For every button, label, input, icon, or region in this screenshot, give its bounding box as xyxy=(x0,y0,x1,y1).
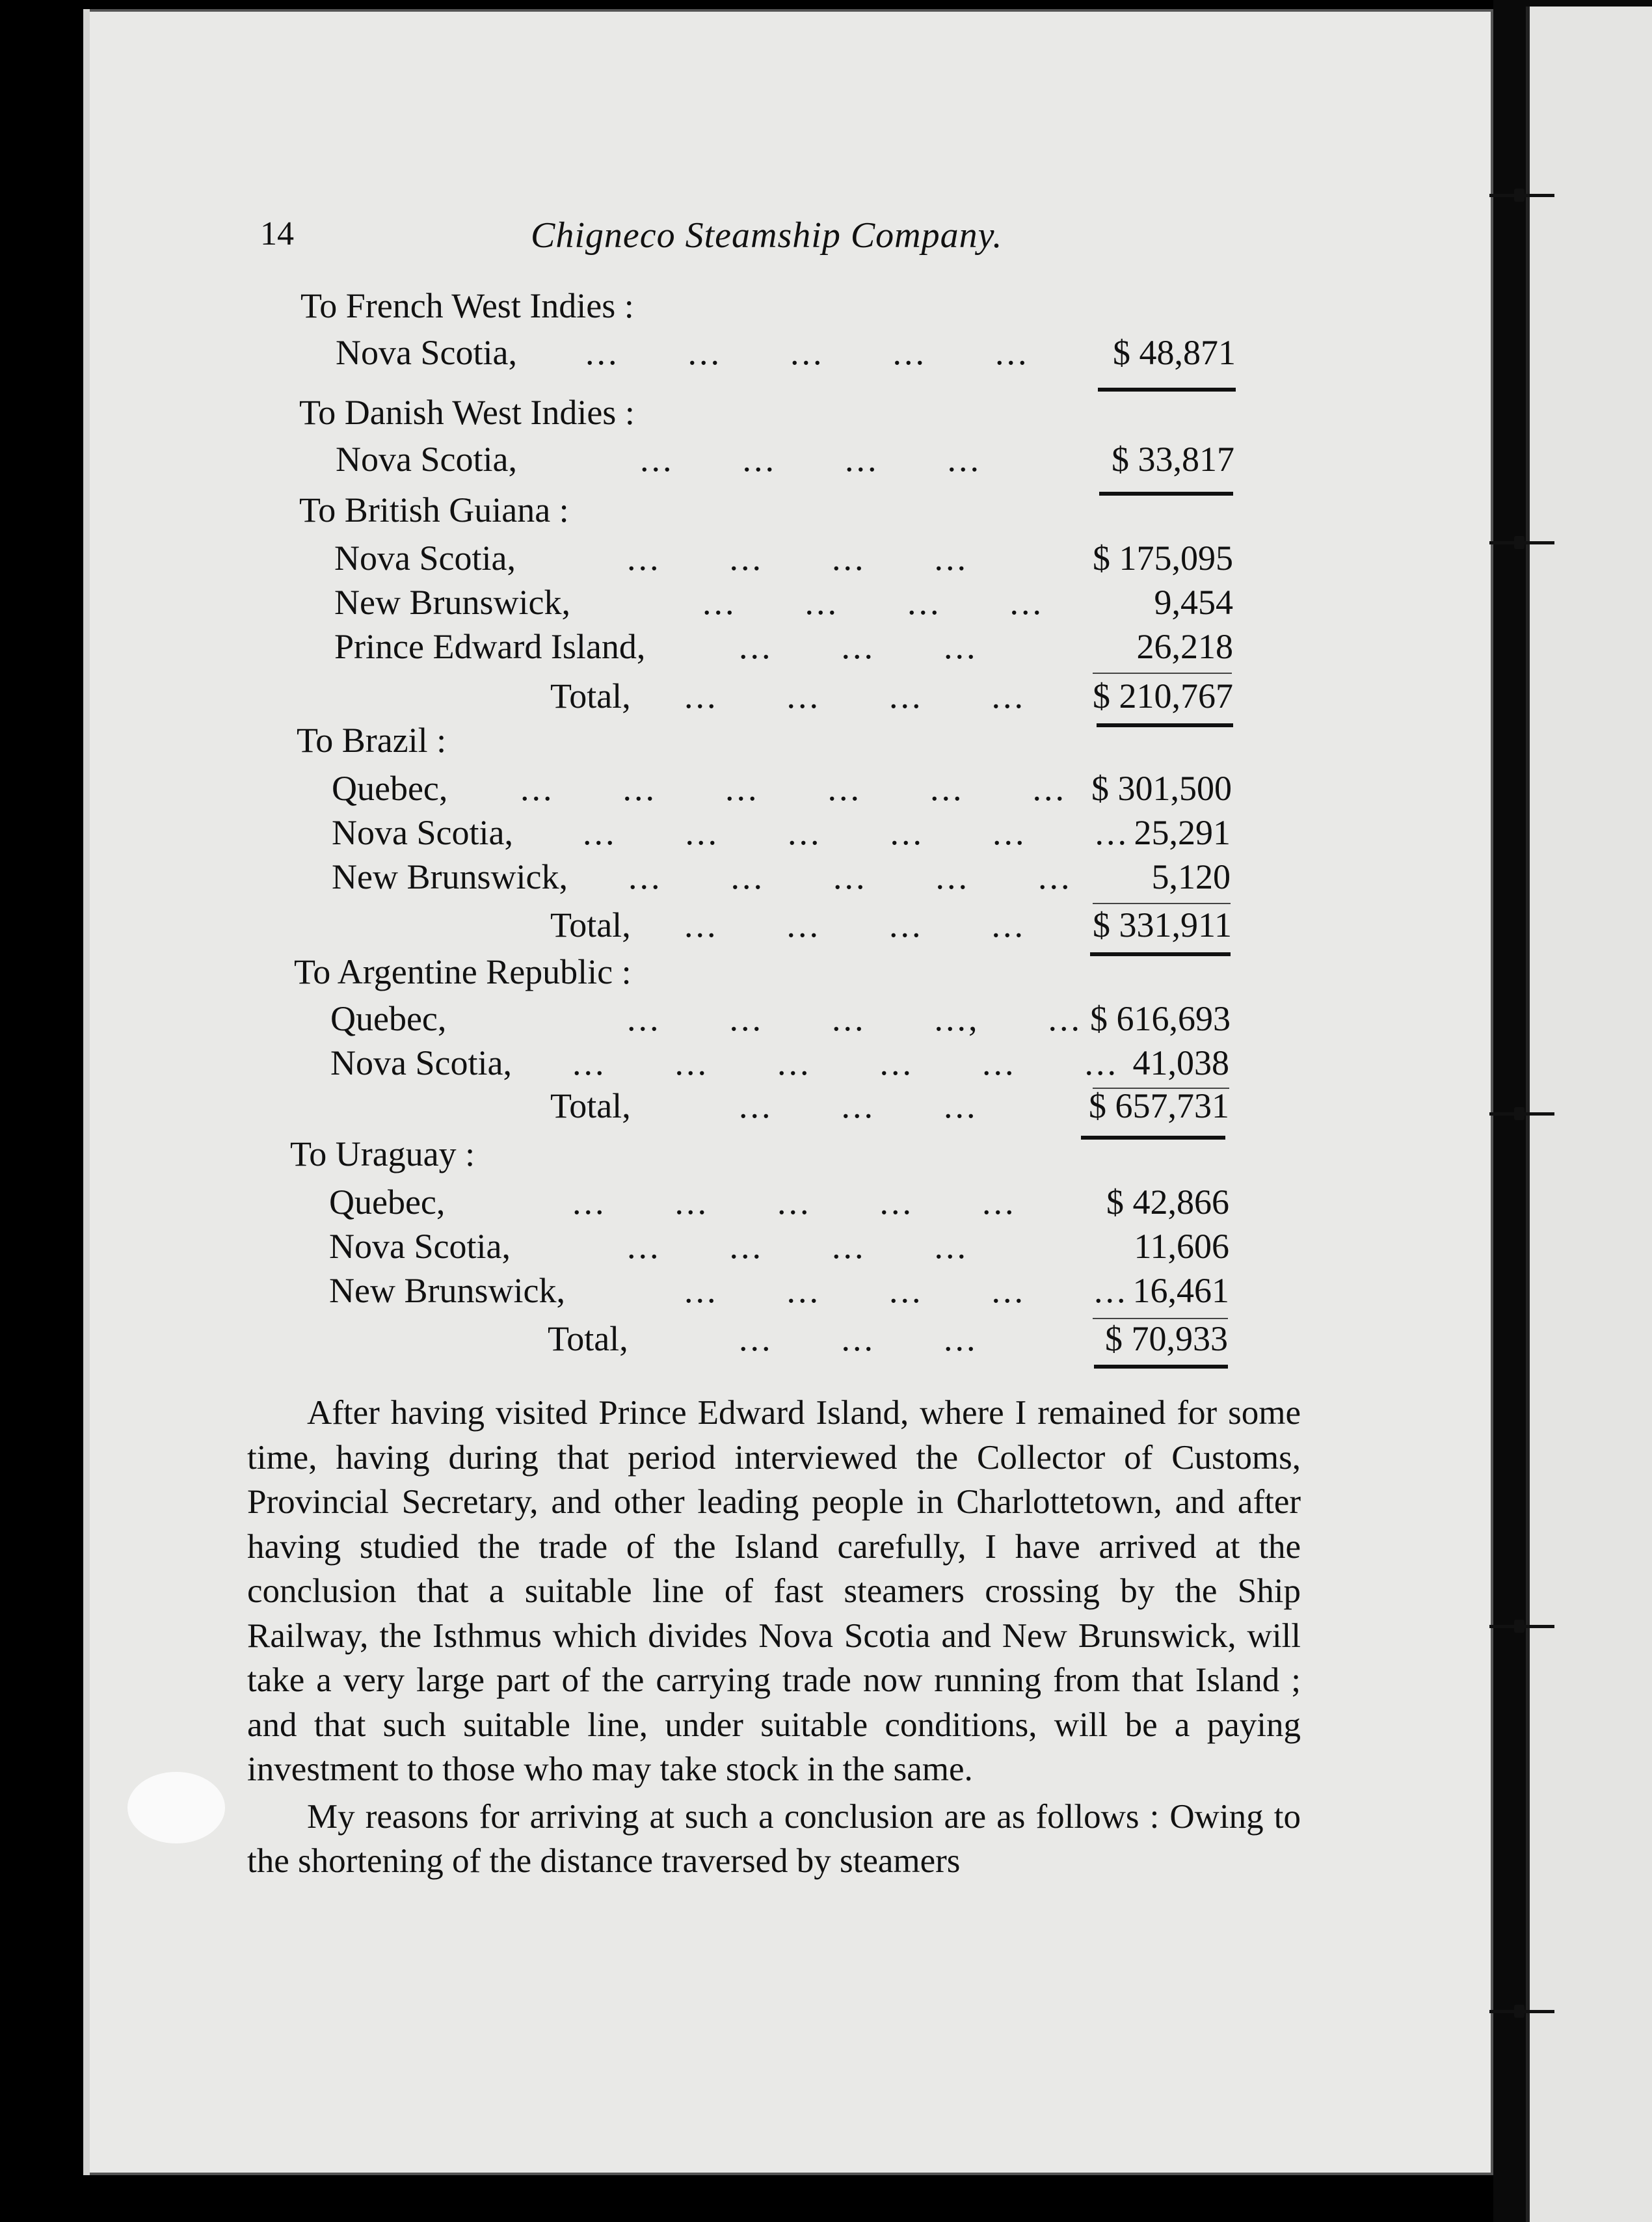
row-label: Nova Scotia, xyxy=(329,1227,511,1266)
paragraph: My reasons for arriving at such a conclusion are as follows : Owing to the shortening of the distance traversed by steamers xyxy=(247,1797,1301,1880)
row-label: Nova Scotia, xyxy=(336,440,517,479)
leader-dots: ... ... ... ... ... ... xyxy=(572,1043,1119,1082)
leader-dots: ... ... ... xyxy=(739,1319,978,1358)
row-label: Quebec, xyxy=(329,1183,446,1222)
binding-stitch xyxy=(1483,2005,1561,2018)
row-value: 9,454 xyxy=(1154,583,1233,622)
row-value: $ 42,866 xyxy=(1106,1183,1229,1222)
row-label: Quebec, xyxy=(332,769,448,808)
row-label: Prince Edward Island, xyxy=(334,627,646,666)
paper-stain xyxy=(127,1772,225,1843)
table-row xyxy=(0,624,1652,669)
total-label: Total, xyxy=(550,905,631,944)
body-text xyxy=(247,1391,1301,1884)
total-value: $ 331,911 xyxy=(1093,905,1232,944)
row-label: Nova Scotia, xyxy=(334,539,516,578)
heading-label: To French West Indies : xyxy=(300,286,634,325)
leader-dots: ... ... ... ... xyxy=(702,583,1044,622)
total-label: Total, xyxy=(550,1086,631,1125)
section-heading xyxy=(0,718,1652,762)
row-value: 25,291 xyxy=(1134,813,1231,852)
section-heading xyxy=(0,488,1652,532)
row-label: Nova Scotia, xyxy=(330,1043,512,1082)
row-value: 11,606 xyxy=(1134,1227,1229,1266)
page-number: 14 xyxy=(260,215,294,252)
table-row xyxy=(0,855,1652,899)
section-heading xyxy=(0,1132,1652,1176)
leader-dots: ... ... ... ... ... xyxy=(684,1271,1128,1310)
total-row xyxy=(0,674,1652,718)
binding-stitch xyxy=(1483,1620,1561,1633)
row-label: New Brunswick, xyxy=(334,583,570,622)
table-row xyxy=(0,1180,1652,1224)
page-header xyxy=(260,215,1301,267)
section-heading xyxy=(0,390,1652,435)
row-value: 41,038 xyxy=(1132,1043,1229,1082)
leader-dots: ... ... ... xyxy=(739,1086,978,1125)
total-value: $ 657,731 xyxy=(1089,1086,1229,1125)
heading-label: To British Guiana : xyxy=(299,490,569,529)
row-value: $ 175,095 xyxy=(1093,539,1233,578)
heading-label: To Brazil : xyxy=(297,721,447,760)
table-row xyxy=(0,997,1652,1041)
leader-dots: ... ... ... ..., ... xyxy=(627,999,1082,1038)
total-row xyxy=(0,903,1652,947)
leader-dots: ... ... ... ... xyxy=(627,539,968,578)
leader-dots: ... ... ... ... ... xyxy=(585,333,1030,372)
total-label: Total, xyxy=(548,1319,628,1358)
leader-dots: ... ... ... ... xyxy=(627,1227,968,1266)
binding-stitch xyxy=(1483,189,1561,202)
table-row xyxy=(0,810,1652,855)
row-label: Quebec, xyxy=(330,999,447,1038)
section-heading xyxy=(0,950,1652,994)
leader-dots: ... ... ... ... xyxy=(640,440,981,479)
heading-label: To Uraguay : xyxy=(290,1134,475,1173)
row-label: Nova Scotia, xyxy=(336,333,517,372)
row-value: 5,120 xyxy=(1151,857,1231,896)
heading-label: To Argentine Republic : xyxy=(294,952,632,991)
table-row xyxy=(0,580,1652,624)
paragraph: After having visited Prince Edward Island, where I remained for some time, having during that period interviewed the Collector of Customs, Provincial Secretary, and other leading people in Charlottetown, and after having studied the trade of the Island carefully, I have arrived at the conclusion that a suitable line of fast steamers crossing by the Ship Railway, the Isthmus which divides Nova Scotia and New Brunswick, will take a very large part of the carrying trade now running from that Island ; and that such suitable line, under suitable conditions, will be a paying investment to those who may take stock in the same. xyxy=(247,1394,1301,1788)
row-label: New Brunswick, xyxy=(329,1271,565,1310)
row-label: New Brunswick, xyxy=(332,857,568,896)
section-heading xyxy=(0,284,1652,328)
row-value: $ 301,500 xyxy=(1091,769,1232,808)
leader-dots: ... ... ... ... ... xyxy=(572,1183,1017,1222)
table-row xyxy=(0,1268,1652,1313)
row-value: $ 48,871 xyxy=(1113,333,1236,372)
row-value: $ 33,817 xyxy=(1112,440,1234,479)
table-row xyxy=(0,437,1652,481)
total-value: $ 70,933 xyxy=(1105,1319,1228,1358)
running-title: Chigneco Steamship Company. xyxy=(531,215,1003,256)
row-label: Nova Scotia, xyxy=(332,813,513,852)
table-row xyxy=(0,330,1652,375)
leader-dots: ... ... ... ... xyxy=(684,676,1026,716)
row-value: $ 616,693 xyxy=(1090,999,1231,1038)
row-value: 26,218 xyxy=(1136,627,1233,666)
heading-label: To Danish West Indies : xyxy=(299,393,635,432)
table-row xyxy=(0,1041,1652,1085)
total-row xyxy=(0,1084,1652,1128)
leader-dots: ... ... ... ... ... ... xyxy=(520,769,1067,808)
total-value: $ 210,767 xyxy=(1093,676,1233,716)
leader-dots: ... ... ... ... ... xyxy=(628,857,1072,896)
table-row xyxy=(0,536,1652,580)
table-row xyxy=(0,766,1652,810)
leader-dots: ... ... ... xyxy=(739,627,978,666)
double-rule xyxy=(1094,1365,1228,1369)
leader-dots: ... ... ... ... ... ... xyxy=(583,813,1129,852)
table-row xyxy=(0,1224,1652,1268)
total-row xyxy=(0,1317,1652,1361)
row-value: 16,461 xyxy=(1132,1271,1229,1310)
leader-dots: ... ... ... ... xyxy=(684,905,1026,944)
total-label: Total, xyxy=(550,676,631,716)
